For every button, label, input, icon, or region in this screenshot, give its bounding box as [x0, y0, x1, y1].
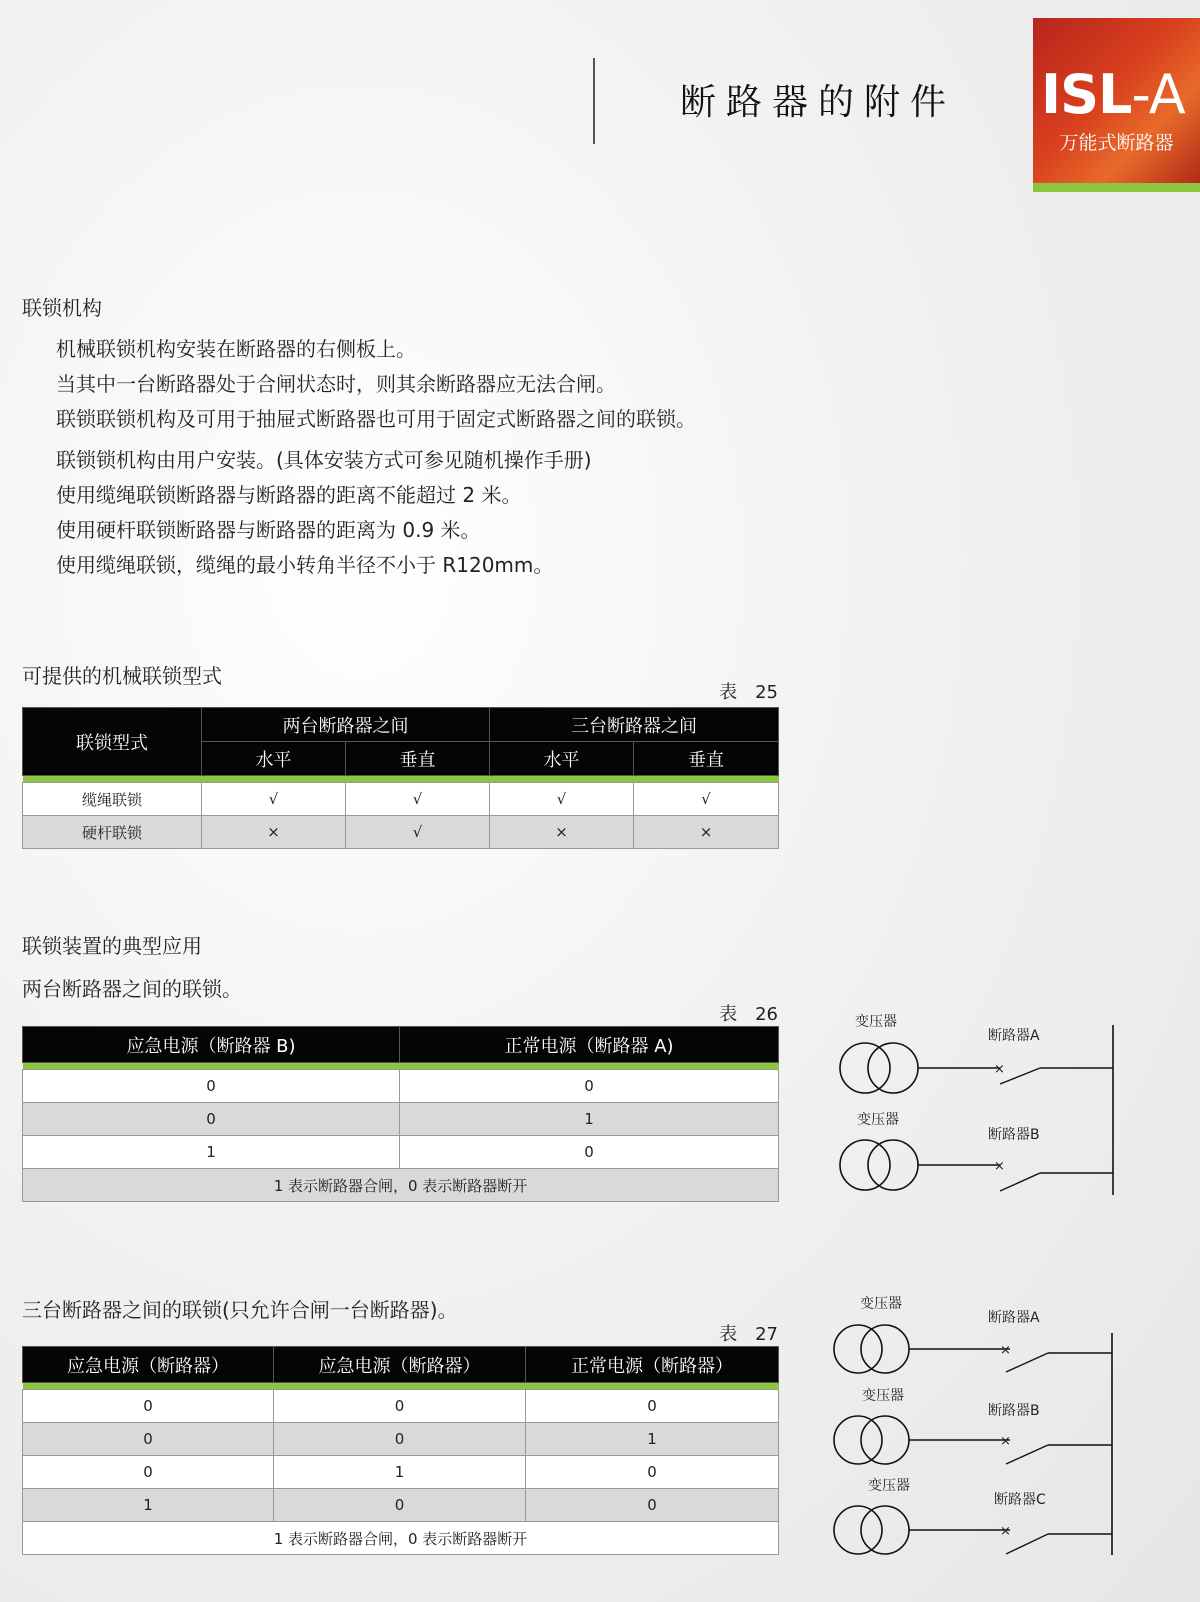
table-cell: 0 — [400, 1136, 779, 1169]
paragraph-line: 使用硬杆联锁断路器与断路器的距离为 0.9 米。 — [56, 518, 481, 542]
table-cell: 0 — [23, 1390, 274, 1423]
table-cell: 1 — [526, 1423, 779, 1456]
table-header-cell: 正常电源（断路器） — [526, 1347, 779, 1383]
transformer-label: 变压器 — [857, 1112, 899, 1128]
logo-accent-bar — [1033, 183, 1200, 192]
cross-mark-icon: × — [1000, 1343, 1011, 1358]
table-cell: 1 — [400, 1103, 779, 1136]
table-header-cell: 水平 — [202, 742, 346, 776]
table-header-cell: 垂直 — [634, 742, 779, 776]
paragraph-line: 机械联锁机构安装在断路器的右侧板上。 — [56, 337, 416, 361]
header-divider — [593, 58, 595, 144]
transformer-icon — [834, 1416, 909, 1464]
table-note-row — [23, 1522, 779, 1555]
subheading-two-breakers: 两台断路器之间的联锁。 — [22, 977, 242, 1001]
table-26 — [22, 1026, 779, 1202]
table-cell: 1 — [274, 1456, 526, 1489]
table-cell: 0 — [23, 1423, 274, 1456]
table-header-cell: 应急电源（断路器 B) — [23, 1027, 400, 1063]
table-25 — [22, 707, 779, 849]
table-cell: 硬杆联锁 — [23, 816, 202, 849]
table-row — [23, 1390, 779, 1423]
subheading-three-breakers: 三台断路器之间的联锁(只允许合闸一台断路器)。 — [22, 1298, 458, 1322]
table-row — [23, 1136, 779, 1169]
table-row — [23, 1423, 779, 1456]
table-header-cell: 正常电源（断路器 A) — [400, 1027, 779, 1063]
table-row — [23, 816, 779, 849]
table-cell: √ — [490, 783, 634, 816]
table-cell: 0 — [274, 1423, 526, 1456]
paragraph-line: 使用缆绳联锁，缆绳的最小转角半径不小于 R120mm。 — [56, 553, 554, 577]
breaker-contact — [1000, 1068, 1040, 1084]
table-cell: × — [634, 816, 779, 849]
table-cell: 0 — [23, 1070, 400, 1103]
transformer-label: 变压器 — [868, 1478, 910, 1494]
breaker-contact — [1006, 1353, 1048, 1372]
table-cell: 0 — [23, 1456, 274, 1489]
breaker-contact — [1000, 1173, 1040, 1191]
table-row — [23, 1456, 779, 1489]
table-header-cell: 水平 — [490, 742, 634, 776]
table-note-row — [23, 1169, 779, 1202]
table-cell: 0 — [274, 1390, 526, 1423]
paragraph-line: 使用缆绳联锁断路器与断路器的距离不能超过 2 米。 — [56, 483, 522, 507]
table-cell: 缆绳联锁 — [23, 783, 202, 816]
table-row — [23, 783, 779, 816]
cross-mark-icon: × — [994, 1062, 1005, 1077]
table-note: 1 表示断路器合闸，0 表示断路器断开 — [23, 1522, 779, 1555]
transformer-label: 变压器 — [860, 1296, 902, 1312]
transformer-label: 变压器 — [862, 1388, 904, 1404]
paragraph-line: 联锁锁机构由用户安装。(具体安装方式可参见随机操作手册) — [56, 448, 592, 472]
table-header-cell: 垂直 — [346, 742, 490, 776]
interlock-description — [56, 332, 816, 583]
table-cell: √ — [346, 783, 490, 816]
table-cell: 0 — [23, 1103, 400, 1136]
table-cell: 0 — [274, 1489, 526, 1522]
breaker-label: 断路器C — [994, 1492, 1046, 1508]
table-27 — [22, 1346, 779, 1555]
table-cell: √ — [634, 783, 779, 816]
table-header-cell: 三台断路器之间 — [490, 708, 779, 742]
table-header-cell: 联锁型式 — [23, 708, 202, 776]
table-header-cell: 应急电源（断路器） — [23, 1347, 274, 1383]
table-row — [23, 1070, 779, 1103]
breaker-contact — [1006, 1445, 1048, 1464]
transformer-icon — [834, 1325, 909, 1373]
three-breaker-diagram — [830, 1290, 1120, 1560]
transformer-icon — [840, 1043, 918, 1093]
transformer-icon — [834, 1506, 909, 1554]
cross-mark-icon: × — [1000, 1524, 1011, 1539]
table-cell: × — [490, 816, 634, 849]
section-heading-interlock: 联锁机构 — [22, 296, 102, 320]
table-cell: 0 — [526, 1390, 779, 1423]
paragraph-line: 联锁联锁机构及可用于抽屉式断路器也可用于固定式断路器之间的联锁。 — [56, 407, 696, 431]
table-row — [23, 1489, 779, 1522]
table-27-label: 表 27 — [719, 1324, 778, 1345]
table-note: 1 表示断路器合闸，0 表示断路器断开 — [23, 1169, 779, 1202]
table-cell: √ — [202, 783, 346, 816]
transformer-label: 变压器 — [855, 1014, 897, 1030]
breaker-label: 断路器A — [988, 1028, 1040, 1044]
table-header-cell: 应急电源（断路器） — [274, 1347, 526, 1383]
transformer-icon — [840, 1140, 918, 1190]
table-cell: 0 — [526, 1456, 779, 1489]
paragraph-line: 当其中一台断路器处于合闸状态时，则其余断路器应无法合闸。 — [56, 372, 616, 396]
table-cell: √ — [346, 816, 490, 849]
table-cell: × — [202, 816, 346, 849]
table-row — [23, 1103, 779, 1136]
section-heading-typical: 联锁装置的典型应用 — [22, 934, 202, 958]
table-header-cell: 两台断路器之间 — [202, 708, 490, 742]
table-25-label: 表 25 — [719, 682, 778, 703]
cross-mark-icon: × — [994, 1159, 1005, 1174]
brand-logo — [1033, 18, 1200, 183]
logo-text: ISL-A — [1041, 63, 1185, 126]
breaker-label: 断路器A — [988, 1310, 1040, 1326]
breaker-label: 断路器B — [988, 1403, 1040, 1419]
table-cell: 0 — [526, 1489, 779, 1522]
table-cell: 1 — [23, 1136, 400, 1169]
breaker-label: 断路器B — [988, 1127, 1040, 1143]
breaker-contact — [1006, 1534, 1048, 1554]
table-cell: 0 — [400, 1070, 779, 1103]
table-26-label: 表 26 — [719, 1004, 778, 1025]
two-breaker-diagram — [820, 1005, 1120, 1205]
section-heading-types: 可提供的机械联锁型式 — [22, 664, 222, 688]
cross-mark-icon: × — [1000, 1434, 1011, 1449]
logo-subtitle: 万能式断路器 — [1059, 132, 1174, 154]
page-title: 断路器的附件 — [680, 82, 957, 123]
table-cell: 1 — [23, 1489, 274, 1522]
